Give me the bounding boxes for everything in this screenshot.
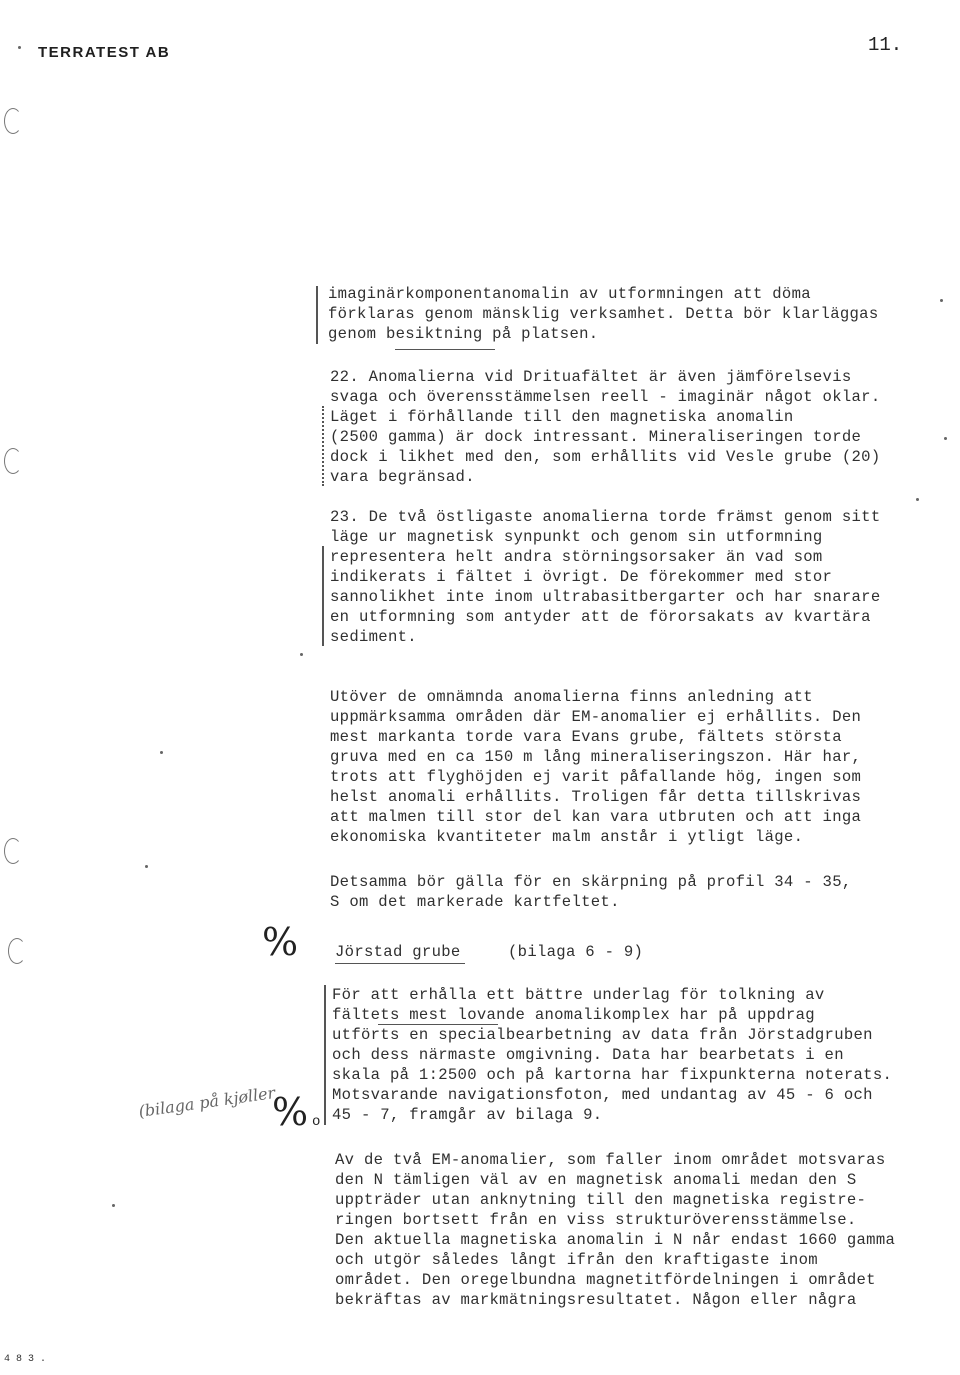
scan-speck xyxy=(112,1204,115,1207)
text-line: fältets mest lovande anomalikomplex har på uppdrag xyxy=(332,1006,815,1024)
margin-percent-mark: % xyxy=(272,1090,309,1134)
text-line: och dess närmaste omgivning. Data har bearbetats i en xyxy=(332,1046,844,1064)
scan-speck xyxy=(916,498,919,501)
text-line: imaginärkomponentanomalin av utformningen att döma xyxy=(328,285,811,303)
text-line: uppmärksamma områden där EM-anomalier ej erhållits. Den xyxy=(330,708,862,726)
text-line: sannolikhet inte inom ultrabasitbergarter och har snarare xyxy=(330,588,881,606)
text-line: mest markanta torde vara Evans grube, fältets största xyxy=(330,728,842,746)
section-title: Jörstad grube xyxy=(335,943,461,961)
text-line: att malmen till stor del kan vara utbruten och att inga xyxy=(330,808,862,826)
punch-hole xyxy=(4,448,22,474)
underline-mark xyxy=(395,349,495,350)
text-line: läge ur magnetisk synpunkt och genom sin utformning xyxy=(330,528,823,546)
text-line: representera helt andra störningsorsaker än vad som xyxy=(330,548,823,566)
text-line: 22. Anomalierna vid Drituafältet är även jämförelsevis xyxy=(330,368,852,386)
margin-bracket xyxy=(322,546,324,646)
text-line: (2500 gamma) är dock intressant. Mineraliseringen torde xyxy=(330,428,862,446)
text-line: Av de två EM-anomalier, som faller inom området motsvaras xyxy=(335,1151,886,1169)
punch-hole xyxy=(8,938,26,964)
text-line: 23. De två östligaste anomalierna torde främst genom sitt xyxy=(330,508,881,526)
text-line: indikerats i fältet i övrigt. De förekommer med stor xyxy=(330,568,833,586)
margin-sub-mark: o xyxy=(312,1114,321,1130)
text-line: området. Den oregelbundna magnetitfördelningen i området xyxy=(335,1271,876,1289)
text-line: Motsvarande navigationsfoton, med undantag av 45 - 6 och xyxy=(332,1086,873,1104)
underline-mark xyxy=(378,1024,498,1025)
text-line: ekonomiska kvantiteter malm anstår i ytligt läge. xyxy=(330,828,804,846)
text-line: genom besiktning på platsen. xyxy=(328,325,599,343)
scan-speck xyxy=(145,865,148,868)
punch-hole xyxy=(4,838,22,864)
scan-speck xyxy=(940,299,943,302)
scan-speck xyxy=(160,751,163,754)
text-line: uppträder utan anknytning till den magnetiska registre- xyxy=(335,1191,867,1209)
text-line: helst anomali erhållits. Troligen får detta tillskrivas xyxy=(330,788,862,806)
punch-hole xyxy=(4,108,22,134)
handwritten-note: (bilaga på kjøller xyxy=(137,1083,277,1121)
section-reference: (bilaga 6 - 9) xyxy=(508,943,644,961)
text-line: trots att flyghöjden ej varit påfallande hög, ingen som xyxy=(330,768,862,786)
text-line: Läget i förhållande till den magnetiska anomalin xyxy=(330,408,794,426)
text-line: sediment. xyxy=(330,628,417,646)
scan-speck xyxy=(944,437,947,440)
text-line: För att erhålla ett bättre underlag för tolkning av xyxy=(332,986,825,1004)
text-line: skala på 1:2500 och på kartorna har fixpunkterna noterats. xyxy=(332,1066,893,1084)
text-line: en utformning som antyder att de förorsakats av kvartära xyxy=(330,608,871,626)
text-line: bekräftas av markmätningsresultatet. Någon eller några xyxy=(335,1291,857,1309)
text-line: ringen bortsett från en viss strukturöverensstämmelse. xyxy=(335,1211,857,1229)
text-line: S om det markerade kartfeltet. xyxy=(330,893,620,911)
text-line: Utöver de omnämnda anomalierna finns anledning att xyxy=(330,688,813,706)
scan-speck xyxy=(18,46,21,49)
text-line: Detsamma bör gälla för en skärpning på profil 34 - 35, xyxy=(330,873,852,891)
margin-bracket xyxy=(324,985,326,1125)
text-line: den N tämligen väl av en magnetisk anomali medan den S xyxy=(335,1171,857,1189)
margin-percent-mark: % xyxy=(262,920,299,964)
text-line: vara begränsad. xyxy=(330,468,475,486)
text-line: och utgör således långt ifrån den kraftigaste inom xyxy=(335,1251,818,1269)
company-header: TERRATEST AB xyxy=(38,44,171,61)
text-line: gruva med en ca 150 m lång mineraliseringszon. Här har, xyxy=(330,748,862,766)
text-line: dock i likhet med den, som erhållits vid Vesle grube (20) xyxy=(330,448,881,466)
section-title-underline xyxy=(335,963,465,964)
page-number: 11. xyxy=(868,34,903,56)
text-line: Den aktuella magnetiska anomalin i N når endast 1660 gamma xyxy=(335,1231,896,1249)
margin-bracket xyxy=(316,286,318,344)
text-line: utförts en specialbearbetning av data från Jörstadgruben xyxy=(332,1026,873,1044)
text-line: svaga och överensstämmelsen reell - imaginär något oklar. xyxy=(330,388,881,406)
text-line: 45 - 7, framgår av bilaga 9. xyxy=(332,1106,603,1124)
margin-bracket xyxy=(322,406,324,486)
scan-speck xyxy=(300,653,303,656)
footer-code: 4 8 3 . xyxy=(4,1354,47,1365)
text-line: förklaras genom mänsklig verksamhet. Detta bör klarläggas xyxy=(328,305,879,323)
